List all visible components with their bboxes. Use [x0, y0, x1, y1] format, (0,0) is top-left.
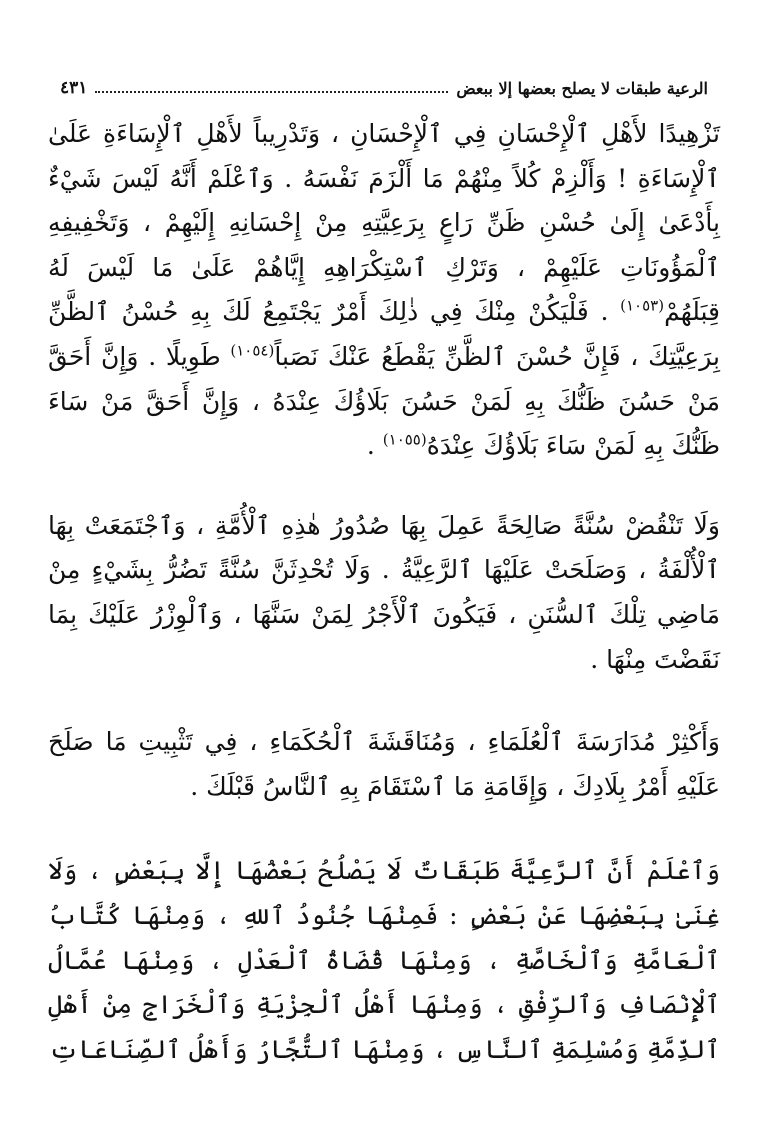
paragraph-1-part-3: طَوِيلًا . وَإِنَّ أَحَقَّ مَنْ حَسُنَ ظَنُّكَ بِهِ لَمَنْ حَسُنَ بَلَاؤُكَ عِنْدَهُ ، وَإِنَّ أَحَقَّ مَنْ سَاءَ ظَنُّكَ بِهِ لَمَنْ سَاءَ بَلَاؤُكَ عِنْدَهُ — [48, 341, 720, 461]
footnote-ref-1054: (١٠٥٤) — [230, 341, 275, 360]
paragraph-3: وَأَكْثِرْ مُدَارَسَةَ ٱلْعُلَمَاءِ ، وَمُنَاقَشَةَ ٱلْحُكَمَاءِ ، فِي تَثْبِيتِ مَا صَلَحَ عَلَيْهِ أَمْرُ بِلَادِكَ ، وَإِقَامَةِ مَا ٱسْتَقَامَ بِهِ ٱلنَّاسُ قَبْلَكَ . — [48, 727, 720, 801]
paragraph-1-part-1: تَزْهِيدًا لأَهْلِ ٱلْإِحْسَانِ فِي ٱلْإِحْسَانِ ، وَتَدْرِيباً لأَهْلِ ٱلْإِسَاءَةِ عَلَىٰ ٱلْإِسَاءَةِ ! وَأَلْزِمْ كُلاً مِنْهُمْ مَا أَلْزَمَ نَفْسَهُ . وَٱعْلَمْ أَنَّهُ لَيْسَ شَيْءٌ بِأَدْعَىٰ إِلَىٰ حُسْنِ ظَنِّ رَاعٍ بِرَعِيَّتِهِ مِنْ إِحْسَانِهِ إِلَيْهِمْ ، وَتَخْفِيفِهِ ٱلْمَؤُونَاتِ عَلَيْهِمْ ، وَتَرْكِ ٱسْتِكْرَاهِهِ إِيَّاهُمْ عَلَىٰ مَا لَيْسَ لَهُ قِبَلَهُمْ — [48, 119, 720, 327]
footnote-ref-1053: (١٠٥٣) — [620, 297, 665, 316]
paragraph-4: وَٱعْلَمْ أَنَّ ٱلرَّعِيَّةَ طَبَقَاتٌ لَا يَصْلُحُ بَعْضُهَا إِلَّا بِبَعْضٍ ، وَلَا غِنَىٰ بِبَعْضِهَا عَنْ بَعْضٍ : فَمِنْهَا جُنُودُ ٱللهِ ، وَمِنْهَا كُتَّابُ ٱلْعَامَّةِ وَٱلْخَاصَّةِ ، وَمِنْهَا قُضَاةُ ٱلْعَدْلِ ، وَمِنْهَا عُمَّالُ ٱلْإِنْصَافِ وَٱلرِّفْقِ ، وَمِنْهَا أَهْلُ ٱلْجِزْيَةِ وَٱلْخَرَاجِ مِنْ أَهْلِ ٱلذِّمَّةِ وَمُسْلِمَةِ ٱلنَّاسِ ، وَمِنْهَا ٱلتُّجَّارُ وَأَهْلُ ٱلصِّنَاعَاتِ — [48, 856, 720, 1064]
paragraph-2: وَلَا تَنْقُضْ سُنَّةً صَالِحَةً عَمِلَ بِهَا صُدُورُ هٰذِهِ ٱلْأُمَّةِ ، وَٱجْتَمَعَتْ بِهَا ٱلْأُلْفَةُ ، وَصَلَحَتْ عَلَيْهَا ٱلرَّعِيَّةُ . وَلَا تُحْدِثَنَّ سُنَّةً تَضُرُّ بِشَيْءٍ مِنْ مَاضِي تِلْكَ ٱلسُّنَنِ ، فَيَكُونَ ٱلْأَجْرُ لِمَنْ سَنَّهَا ، وَٱلْوِزْرُ عَلَيْكَ بِمَا نَقَضْتَ مِنْهَا . — [48, 510, 720, 674]
paragraph-1 — [48, 112, 720, 469]
footnote-ref-1055: (١٠٥٥) — [382, 430, 427, 449]
paragraph-1-part-4: . — [366, 431, 383, 461]
body-text — [48, 112, 720, 1072]
dotted-leader — [95, 91, 448, 93]
page-number: ٤٣١ — [60, 78, 88, 98]
running-header — [60, 74, 708, 102]
paragraph-1-part-2: . فَلْيَكُنْ مِنْكَ فِي ذٰلِكَ أَمْرٌ يَجْتَمِعُ لَكَ بِهِ حُسْنُ ٱلظَّنِّ بِرَعِيَّتِكَ ، فَإِنَّ حُسْنَ ٱلظَّنِّ يَقْطَعُ عَنْكَ نَصَباً — [48, 297, 720, 371]
running-title: الرعية طبقات لا يصلح بعضها إلا ببعض — [456, 78, 708, 98]
